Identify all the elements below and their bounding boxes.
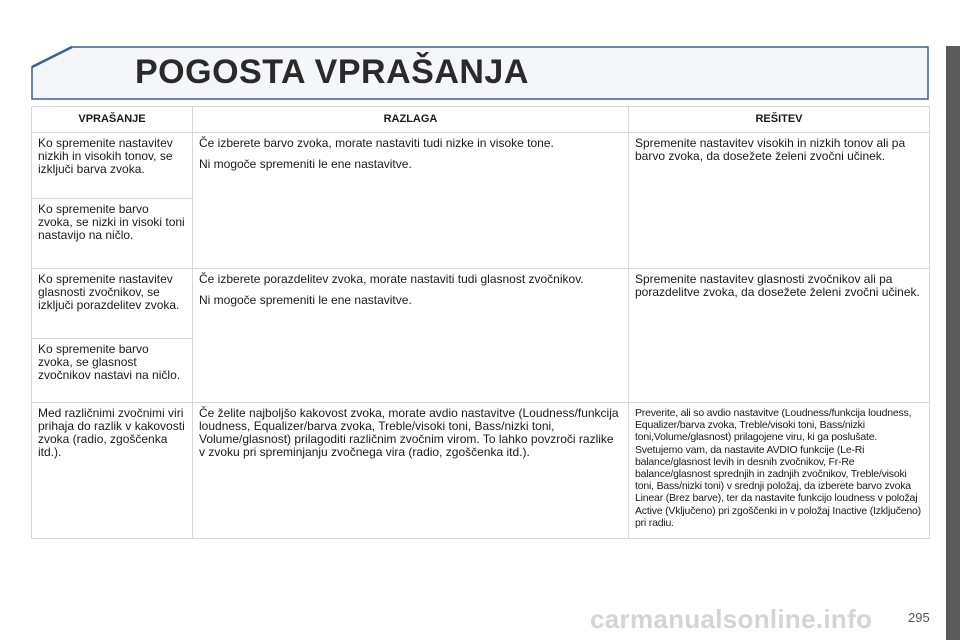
page-number: 295 <box>908 610 930 625</box>
explanation-text: Če izberete porazdelitev zvoka, morate nastaviti tudi glasnost zvočnikov. <box>199 272 584 286</box>
explanation-cell <box>193 269 629 403</box>
solution-cell: Spremenite nastavitev visokih in nizkih tonov ali pa barvo zvoka, da dosežete želeni zvočni učinek. <box>629 133 930 269</box>
question-cell: Ko spremenite nastavitev nizkih in visokih tonov, se izključi barva zvoka. <box>32 133 193 199</box>
title-banner <box>30 45 930 101</box>
question-cell: Med različnimi zvočnimi viri prihaja do razlik v kakovosti zvoka (radio, zgoščenka itd.). <box>32 403 193 539</box>
table-row <box>32 269 930 339</box>
question-cell: Ko spremenite barvo zvoka, se nizki in visoki toni nastavijo na ničlo. <box>32 199 193 269</box>
header-explanation: RAZLAGA <box>193 107 629 133</box>
explanation-cell: Če želite najboljšo kakovost zvoka, morate avdio nastavitve (Loudness/funkcija loudness, Equalizer/barva zvoka, Treble/visoki toni, Bass/nizki toni, Volume/glasnost) prilagoditi različnim zvočnim virom. To lahko povzroči razlike v zvoku pri spreminjanju zvočnega vira (radio, zgoščenka itd.). <box>193 403 629 539</box>
side-tab-bar <box>946 46 960 640</box>
solution-cell: Preverite, ali so avdio nastavitve (Loudness/funkcija loudness, Equalizer/barva zvoka, Treble/visoki toni, Bass/nizki toni,Volume/glasnost) prilagojene viru, ki ga poslušate. Svetujemo vam, da nastavite AVDIO funkcije (Le-Ri balance/glasnost levih in desnih zvočnikov, Fr-Re balance/glasnost sprednjih in zadnjih zvočnikov, Treble/visoki toni, Bass/nizki toni) v srednji položaj, da izberete barvo zvoka Linear (Brez barve), ter da nastavite funkcijo loudness v položaj Active (Vključeno) pri zgoščenki in v položaj Inactive (Izključeno) pri radiu. <box>629 403 930 539</box>
table-row <box>32 133 930 199</box>
question-cell: Ko spremenite nastavitev glasnosti zvočnikov, se izključi porazdelitev zvoka. <box>32 269 193 339</box>
table-header-row <box>32 107 930 133</box>
page-title: POGOSTA VPRAŠANJA <box>135 53 529 91</box>
header-question: VPRAŠANJE <box>32 107 193 133</box>
explanation-cell <box>193 133 629 269</box>
explanation-text: Če izberete barvo zvoka, morate nastaviti tudi nizke in visoke tone. <box>199 136 554 150</box>
explanation-note: Ni mogoče spremeniti le ene nastavitve. <box>199 157 412 171</box>
faq-table <box>31 106 930 539</box>
explanation-note: Ni mogoče spremeniti le ene nastavitve. <box>199 293 412 307</box>
header-solution: REŠITEV <box>629 107 930 133</box>
solution-cell: Spremenite nastavitev glasnosti zvočnikov ali pa porazdelitve zvoka, da dosežete želeni zvočni učinek. <box>629 269 930 403</box>
watermark-text: carmanualsonline.info <box>590 604 873 634</box>
table-row <box>32 403 930 539</box>
question-cell: Ko spremenite barvo zvoka, se glasnost zvočnikov nastavi na ničlo. <box>32 339 193 403</box>
